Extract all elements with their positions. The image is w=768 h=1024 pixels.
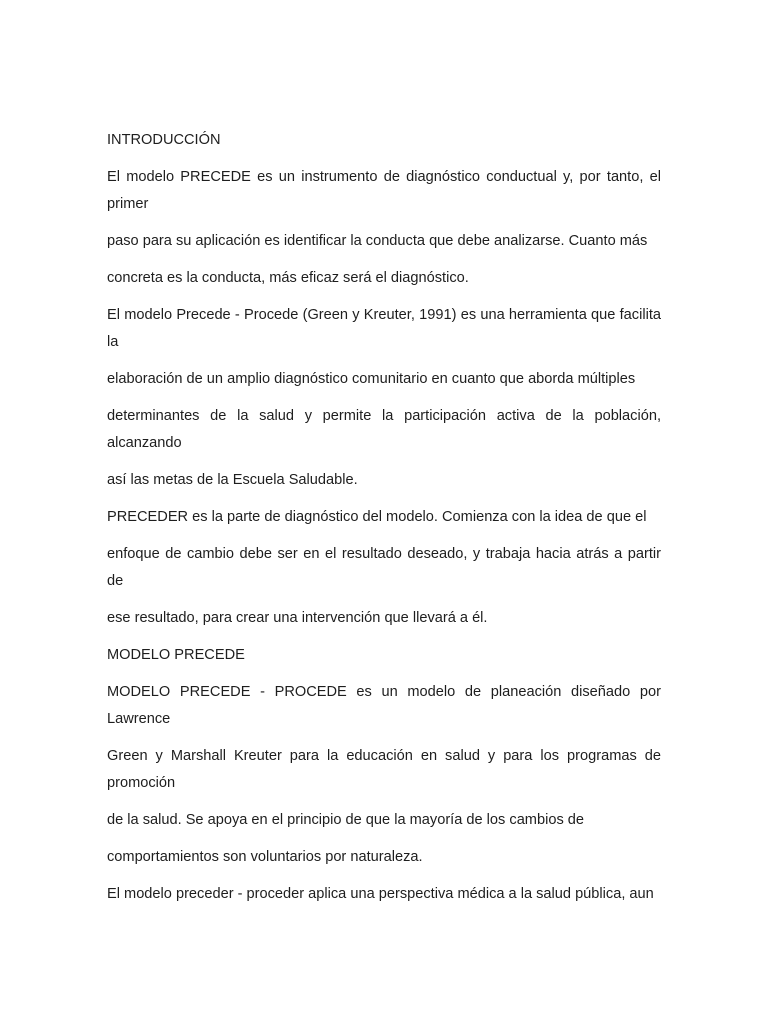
heading-modelo-precede: MODELO PRECEDE (107, 647, 245, 663)
paragraph: paso para su aplicación es identificar la conducta que debe analizarse. Cuanto más (107, 233, 648, 249)
paragraph: ese resultado, para crear una intervención que llevará a él. (107, 610, 488, 626)
paragraph: determinantes de la salud y permite la participación activa de la población, alcanzando (107, 408, 661, 451)
paragraph: El modelo preceder - proceder aplica una perspectiva médica a la salud pública, aun (107, 886, 654, 902)
paragraph: PRECEDER es la parte de diagnóstico del modelo. Comienza con la idea de que el (107, 509, 647, 525)
paragraph: enfoque de cambio debe ser en el resultado deseado, y trabaja hacia atrás a partir de (107, 546, 661, 589)
paragraph: concreta es la conducta, más eficaz será el diagnóstico. (107, 270, 469, 286)
paragraph: Green y Marshall Kreuter para la educación en salud y para los programas de promoción (107, 748, 661, 791)
paragraph: El modelo Precede - Procede (Green y Kreuter, 1991) es una herramienta que facilita la (107, 307, 661, 350)
document-body (107, 127, 661, 918)
paragraph: así las metas de la Escuela Saludable. (107, 472, 358, 488)
paragraph: elaboración de un amplio diagnóstico comunitario en cuanto que aborda múltiples (107, 371, 636, 387)
paragraph: El modelo PRECEDE es un instrumento de diagnóstico conductual y, por tanto, el primer (107, 169, 661, 212)
paragraph: de la salud. Se apoya en el principio de que la mayoría de los cambios de (107, 812, 585, 828)
paragraph: MODELO PRECEDE - PROCEDE es un modelo de planeación diseñado por Lawrence (107, 684, 661, 727)
heading-introduccion: INTRODUCCIÓN (107, 132, 221, 148)
paragraph: comportamientos son voluntarios por naturaleza. (107, 849, 423, 865)
